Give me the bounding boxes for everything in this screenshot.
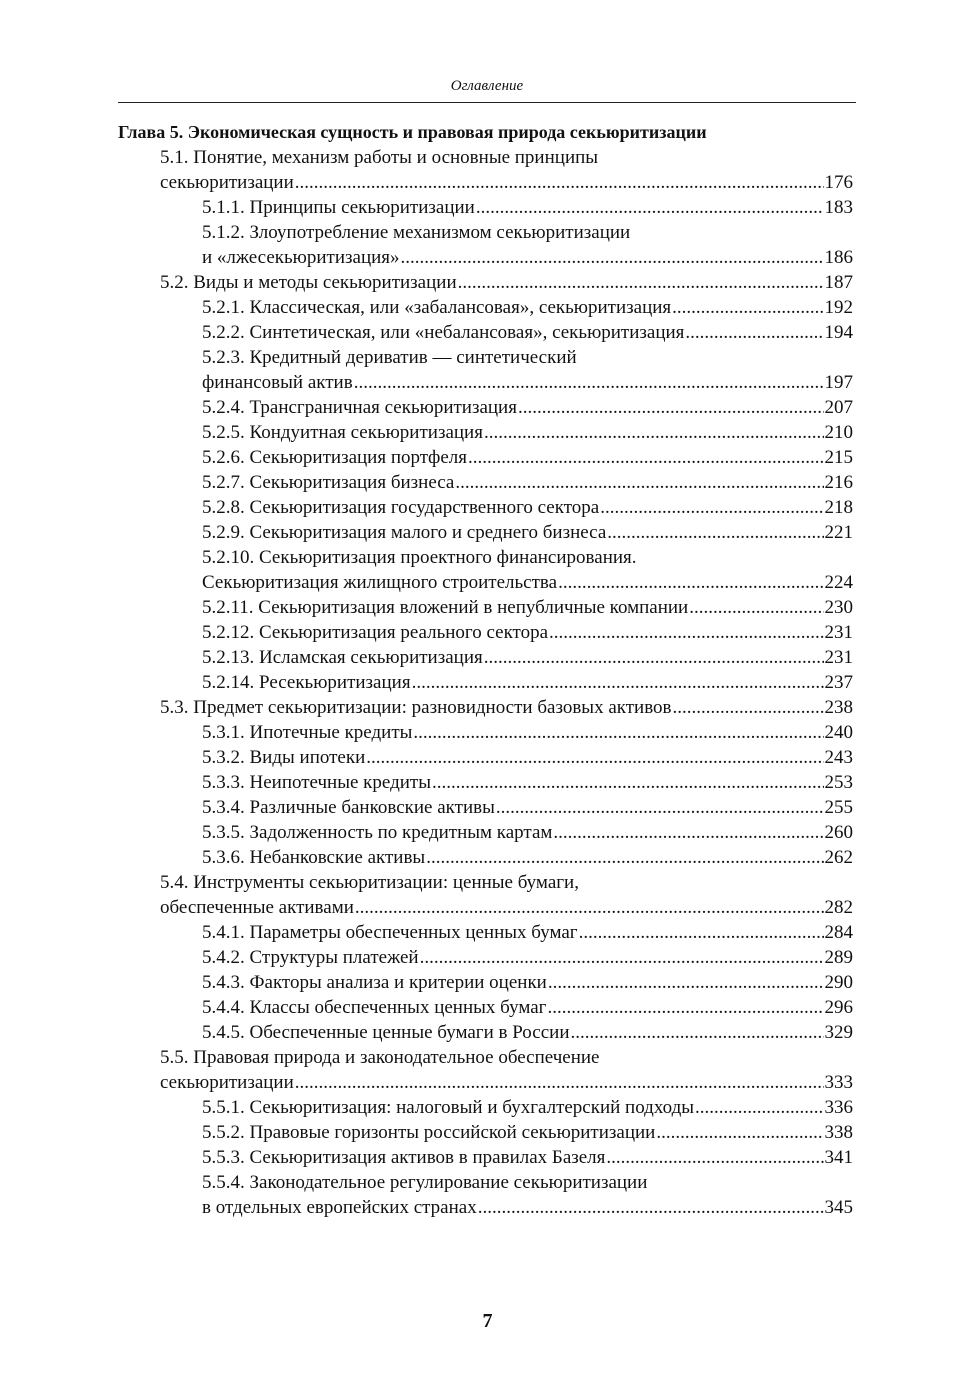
toc-entry-row xyxy=(118,595,853,620)
toc-entry-line: 5.1.2. Злоупотребление механизмом секьюритизации xyxy=(202,222,631,243)
toc-entry-title: 5.3.3. Неипотечные кредиты xyxy=(202,772,431,793)
toc-entry-page: 210 xyxy=(824,422,853,443)
toc-entry-page: 243 xyxy=(824,747,853,768)
toc-entry-row xyxy=(118,695,853,720)
toc-entry-page: 333 xyxy=(824,1072,853,1093)
toc-entry-title: 5.2.1. Классическая, или «забалансовая», секьюритизация xyxy=(202,297,672,318)
toc-entry-page: 329 xyxy=(824,1022,853,1043)
dot-leader xyxy=(468,445,823,470)
toc-entry-page: 290 xyxy=(824,972,853,993)
dot-leader xyxy=(579,920,824,945)
toc-entry-page: 289 xyxy=(824,947,853,968)
toc-entry-title: 5.3.2. Виды ипотеки xyxy=(202,747,366,768)
toc-entry-title: и «лжесекьюритизация» xyxy=(202,247,400,268)
toc-entry xyxy=(118,495,853,520)
toc-entry-title: 5.4.1. Параметры обеспеченных ценных бумаг xyxy=(202,922,578,943)
dot-leader xyxy=(412,670,824,695)
dot-leader xyxy=(553,820,823,845)
toc-entry-row xyxy=(118,370,853,395)
toc-entry-row xyxy=(118,945,853,970)
toc-entry-title: 5.3. Предмет секьюритизации: разновидности базовых активов xyxy=(160,697,672,718)
toc-entry-row xyxy=(118,245,853,270)
toc-entry-row xyxy=(118,295,853,320)
header-rule xyxy=(118,102,856,103)
toc-entry xyxy=(118,420,853,445)
toc-entry xyxy=(118,445,853,470)
toc-entry-page: 253 xyxy=(824,772,853,793)
dot-leader xyxy=(355,895,824,920)
toc-entry xyxy=(118,945,853,970)
toc-entry-row xyxy=(118,195,853,220)
toc-entry xyxy=(118,145,853,195)
toc-entry-row xyxy=(118,995,853,1020)
toc-entry-row xyxy=(118,1095,853,1120)
dot-leader xyxy=(413,720,823,745)
toc-entry-page: 237 xyxy=(824,672,853,693)
toc-entry xyxy=(118,395,853,420)
toc-entry-title: 5.2.7. Секьюритизация бизнеса xyxy=(202,472,455,493)
dot-leader xyxy=(548,970,824,995)
toc-entry xyxy=(118,995,853,1020)
toc-entry-page: 192 xyxy=(824,297,853,318)
toc-entry xyxy=(118,620,853,645)
toc-entry-row xyxy=(118,920,853,945)
dot-leader xyxy=(478,1195,824,1220)
toc-entry-page: 215 xyxy=(824,447,853,468)
dot-leader xyxy=(518,395,824,420)
toc-entry-title: 5.3.1. Ипотечные кредиты xyxy=(202,722,413,743)
toc-entry xyxy=(118,545,853,595)
table-of-contents xyxy=(118,120,853,1220)
toc-entry-title: 5.4.2. Структуры платежей xyxy=(202,947,419,968)
toc-entry xyxy=(118,295,853,320)
toc-entry-title: Секьюритизация жилищного строительства xyxy=(202,572,558,593)
toc-entry xyxy=(118,820,853,845)
toc-entry-page: 197 xyxy=(824,372,853,393)
toc-entry-row xyxy=(118,845,853,870)
toc-entry-title: 5.2.5. Кондуитная секьюритизация xyxy=(202,422,483,443)
toc-entry-page: 183 xyxy=(824,197,853,218)
dot-leader xyxy=(295,170,824,195)
toc-entry xyxy=(118,670,853,695)
toc-entry-title: финансовый актив xyxy=(202,372,353,393)
toc-entry-page: 224 xyxy=(824,572,853,593)
toc-entry-line: 5.4. Инструменты секьюритизации: ценные бумаги, xyxy=(160,872,579,893)
toc-entry-page: 260 xyxy=(824,822,853,843)
toc-entry-row xyxy=(118,1020,853,1045)
toc-entry-row xyxy=(118,820,853,845)
toc-entry-line: 5.5. Правовая природа и законодательное обеспечение xyxy=(160,1047,600,1068)
dot-leader xyxy=(401,245,824,270)
toc-entry-row xyxy=(118,620,853,645)
toc-entry-title: 5.2.14. Ресекьюритизация xyxy=(202,672,411,693)
dot-leader xyxy=(432,770,824,795)
toc-entry-page: 230 xyxy=(824,597,853,618)
toc-entry-page: 240 xyxy=(824,722,853,743)
toc-entry xyxy=(118,645,853,670)
toc-entry-page: 218 xyxy=(824,497,853,518)
toc-entry-title: 5.3.6. Небанковские активы xyxy=(202,847,426,868)
dot-leader xyxy=(455,470,823,495)
dot-leader xyxy=(695,1095,823,1120)
chapter-title: Глава 5. Экономическая сущность и правовая природа секьюритизации xyxy=(118,122,707,142)
toc-entry xyxy=(118,1045,853,1095)
dot-leader xyxy=(656,1120,823,1145)
toc-entry-row xyxy=(118,745,853,770)
toc-entry-title: 5.2.2. Синтетическая, или «небалансовая», секьюритизация xyxy=(202,322,685,343)
toc-entry xyxy=(118,1170,853,1220)
dot-leader xyxy=(426,845,823,870)
dot-leader xyxy=(606,1145,823,1170)
toc-entry xyxy=(118,970,853,995)
toc-entry-row xyxy=(118,495,853,520)
dot-leader xyxy=(689,595,823,620)
dot-leader xyxy=(672,295,823,320)
toc-entry-page: 216 xyxy=(824,472,853,493)
toc-entry-title: секьюритизации xyxy=(160,1072,294,1093)
page-number: 7 xyxy=(482,1310,493,1332)
dot-leader xyxy=(673,695,824,720)
toc-entry-page: 187 xyxy=(824,272,853,293)
toc-entry-line: 5.1. Понятие, механизм работы и основные принципы xyxy=(160,147,599,168)
dot-leader xyxy=(496,795,824,820)
toc-entry-page: 345 xyxy=(824,1197,853,1218)
toc-entry-title: 5.4.4. Классы обеспеченных ценных бумаг xyxy=(202,997,547,1018)
toc-entry xyxy=(118,770,853,795)
toc-entry-title: 5.2.9. Секьюритизация малого и среднего бизнеса xyxy=(202,522,607,543)
toc-entry-row xyxy=(118,320,853,345)
toc-entry-page: 186 xyxy=(824,247,853,268)
toc-entry-line: 5.2.3. Кредитный дериватив — синтетический xyxy=(202,347,577,368)
toc-entry-row xyxy=(118,1195,853,1220)
toc-entry-row xyxy=(118,770,853,795)
toc-entry-row xyxy=(118,520,853,545)
toc-entry-title: 5.2.4. Трансграничная секьюритизация xyxy=(202,397,517,418)
toc-entry xyxy=(118,520,853,545)
toc-entry-title: 5.2.11. Секьюритизация вложений в непубличные компании xyxy=(202,597,689,618)
dot-leader xyxy=(685,320,823,345)
toc-entry-title: 5.5.3. Секьюритизация активов в правилах Базеля xyxy=(202,1147,606,1168)
toc-entry-page: 262 xyxy=(824,847,853,868)
toc-entry-title: 5.2.8. Секьюритизация государственного сектора xyxy=(202,497,600,518)
toc-entry-line: 5.2.10. Секьюритизация проектного финансирования. xyxy=(202,547,637,568)
dot-leader xyxy=(558,570,823,595)
toc-entry xyxy=(118,470,853,495)
toc-entry xyxy=(118,1120,853,1145)
toc-entry xyxy=(118,220,853,270)
toc-entry xyxy=(118,1095,853,1120)
toc-entry-title: 5.4.5. Обеспеченные ценные бумаги в России xyxy=(202,1022,570,1043)
dot-leader xyxy=(354,370,824,395)
toc-entry xyxy=(118,195,853,220)
toc-entry-row xyxy=(118,1145,853,1170)
toc-entry xyxy=(118,1020,853,1045)
toc-entry-row xyxy=(118,895,853,920)
toc-entry-page: 221 xyxy=(824,522,853,543)
dot-leader xyxy=(549,620,823,645)
toc-entry-page: 336 xyxy=(824,1097,853,1118)
dot-leader xyxy=(295,1070,824,1095)
toc-entry-page: 176 xyxy=(824,172,853,193)
toc-entry-title: 5.2. Виды и методы секьюритизации xyxy=(160,272,457,293)
toc-entry-page: 231 xyxy=(824,647,853,668)
toc-entry-title: в отдельных европейских странах xyxy=(202,1197,477,1218)
toc-entry-row xyxy=(118,270,853,295)
toc-entry xyxy=(118,745,853,770)
dot-leader xyxy=(547,995,823,1020)
toc-entry xyxy=(118,320,853,345)
dot-leader xyxy=(607,520,823,545)
toc-entry xyxy=(118,920,853,945)
toc-entry-title: обеспеченные активами xyxy=(160,897,354,918)
running-header: Оглавление xyxy=(450,78,524,94)
toc-entry xyxy=(118,795,853,820)
toc-entry-title: 5.1.1. Принципы секьюритизации xyxy=(202,197,475,218)
toc-entry-row xyxy=(118,1070,853,1095)
toc-entry-title: 5.5.1. Секьюритизация: налоговый и бухгалтерский подходы xyxy=(202,1097,695,1118)
toc-entry xyxy=(118,345,853,395)
dot-leader xyxy=(366,745,823,770)
toc-entry-title: 5.2.12. Секьюритизация реального сектора xyxy=(202,622,549,643)
toc-entry-title: 5.2.13. Исламская секьюритизация xyxy=(202,647,483,668)
toc-entry-title: 5.2.6. Секьюритизация портфеля xyxy=(202,447,468,468)
toc-entry xyxy=(118,695,853,720)
dot-leader xyxy=(571,1020,824,1045)
toc-entry-page: 255 xyxy=(824,797,853,818)
toc-entry-page: 194 xyxy=(824,322,853,343)
toc-entry-page: 338 xyxy=(824,1122,853,1143)
toc-entry xyxy=(118,720,853,745)
toc-entry-page: 207 xyxy=(824,397,853,418)
toc-entry-title: 5.3.4. Различные банковские активы xyxy=(202,797,495,818)
toc-entry xyxy=(118,270,853,295)
toc-entry-title: секьюритизации xyxy=(160,172,294,193)
toc-entry-title: 5.5.2. Правовые горизонты российской секьюритизации xyxy=(202,1122,656,1143)
dot-leader xyxy=(484,645,824,670)
toc-entry-row xyxy=(118,1120,853,1145)
toc-entry-title: 5.4.3. Факторы анализа и критерии оценки xyxy=(202,972,547,993)
toc-entry-page: 238 xyxy=(824,697,853,718)
toc-entries xyxy=(118,145,853,1220)
toc-entry xyxy=(118,1145,853,1170)
toc-entry-page: 231 xyxy=(824,622,853,643)
dot-leader xyxy=(420,945,824,970)
dot-leader xyxy=(484,420,824,445)
toc-entry-row xyxy=(118,795,853,820)
toc-entry-page: 296 xyxy=(824,997,853,1018)
toc-entry-row xyxy=(118,395,853,420)
toc-entry-row xyxy=(118,670,853,695)
toc-entry-line: 5.5.4. Законодательное регулирование секьюритизации xyxy=(202,1172,648,1193)
toc-entry xyxy=(118,595,853,620)
toc-entry-row xyxy=(118,645,853,670)
toc-entry-page: 341 xyxy=(824,1147,853,1168)
toc-entry-row xyxy=(118,420,853,445)
toc-entry xyxy=(118,845,853,870)
dot-leader xyxy=(458,270,824,295)
toc-entry-row xyxy=(118,720,853,745)
toc-entry xyxy=(118,870,853,920)
toc-entry-row xyxy=(118,470,853,495)
toc-entry-page: 284 xyxy=(824,922,853,943)
dot-leader xyxy=(600,495,823,520)
toc-entry-row xyxy=(118,170,853,195)
toc-entry-row xyxy=(118,445,853,470)
dot-leader xyxy=(476,195,824,220)
toc-entry-row xyxy=(118,970,853,995)
toc-entry-title: 5.3.5. Задолженность по кредитным картам xyxy=(202,822,553,843)
toc-entry-page: 282 xyxy=(824,897,853,918)
toc-entry-row xyxy=(118,570,853,595)
